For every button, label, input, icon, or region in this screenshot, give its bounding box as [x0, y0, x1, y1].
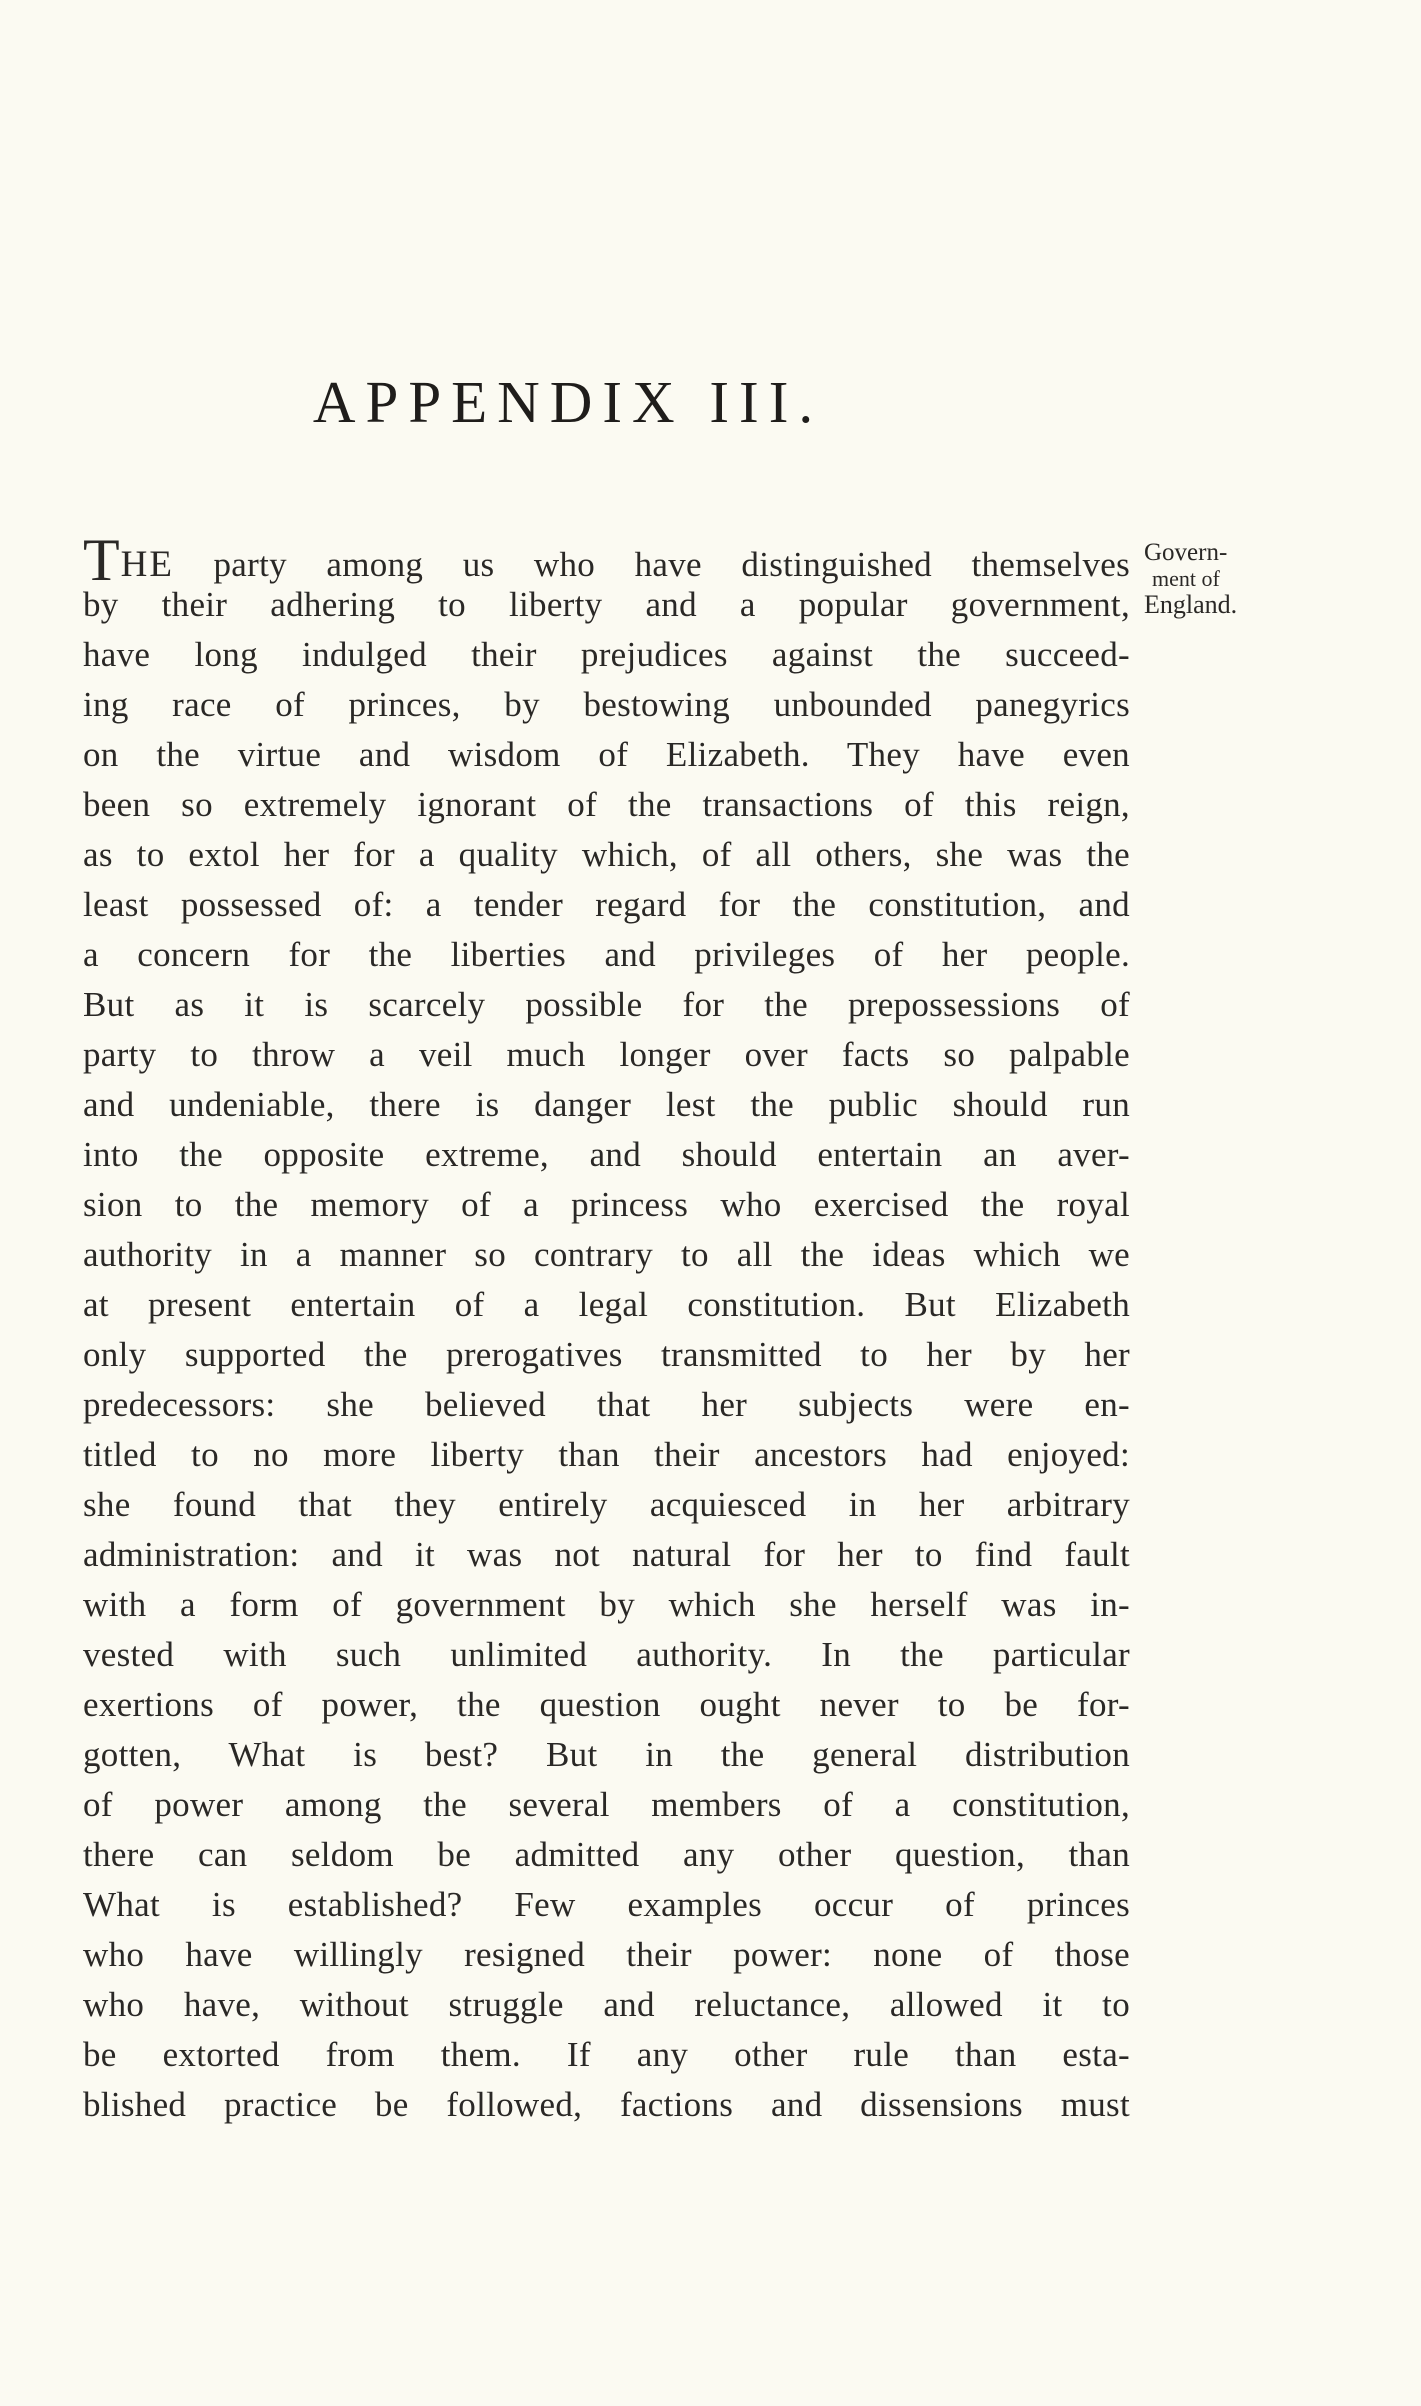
first-word-small-caps: HE — [120, 544, 174, 585]
text-line: only supported the prerogatives transmitted to her by her — [83, 1335, 1130, 1374]
text-line: of power among the several members of a constitution, — [83, 1785, 1130, 1824]
text-line: at present entertain of a legal constitution. But Elizabeth — [83, 1285, 1130, 1324]
text-line-content: party among us who have distinguished themselves — [173, 545, 1130, 584]
marginal-note-line-1: Govern- — [1144, 539, 1228, 566]
text-line: have long indulged their prejudices against the succeed- — [83, 635, 1130, 674]
text-line: been so extremely ignorant of the transactions of this reign, — [83, 785, 1130, 824]
text-line: least possessed of: a tender regard for the constitution, and — [83, 885, 1130, 924]
marginal-note-line-3: England. — [1144, 590, 1238, 619]
body-text — [83, 527, 1130, 2130]
drop-cap: T — [83, 527, 121, 593]
text-line: What is established? Few examples occur of princes — [83, 1885, 1130, 1924]
text-line: with a form of government by which she herself was in- — [83, 1585, 1130, 1624]
text-line: party to throw a veil much longer over facts so palpable — [83, 1035, 1130, 1074]
text-line: predecessors: she believed that her subjects were en- — [83, 1385, 1130, 1424]
text-line: and undeniable, there is danger lest the public should run — [83, 1085, 1130, 1124]
text-line: But as it is scarcely possible for the prepossessions of — [83, 985, 1130, 1024]
text-line: administration: and it was not natural for her to find fault — [83, 1535, 1130, 1574]
text-line: sion to the memory of a princess who exercised the royal — [83, 1185, 1130, 1224]
text-line: exertions of power, the question ought never to be for- — [83, 1685, 1130, 1724]
text-line: be extorted from them. If any other rule than esta- — [83, 2035, 1130, 2074]
page-title: APPENDIX III. — [312, 369, 824, 435]
text-line: as to extol her for a quality which, of all others, she was the — [83, 835, 1130, 874]
text-line: who have willingly resigned their power: none of those — [83, 1935, 1130, 1974]
text-line: she found that they entirely acquiesced in her arbitrary — [83, 1485, 1130, 1524]
text-line: by their adhering to liberty and a popular government, — [83, 585, 1130, 624]
text-line: ing race of princes, by bestowing unbounded panegyrics — [83, 685, 1130, 724]
text-line: a concern for the liberties and privileges of her people. — [83, 935, 1130, 974]
text-line: there can seldom be admitted any other question, than — [83, 1835, 1130, 1874]
text-line: gotten, What is best? But in the general distribution — [83, 1735, 1130, 1774]
marginal-note — [1144, 540, 1274, 618]
text-line: blished practice be followed, factions and dissensions must — [83, 2085, 1130, 2124]
text-line: titled to no more liberty than their ancestors had enjoyed: — [83, 1435, 1130, 1474]
text-line: on the virtue and wisdom of Elizabeth. They have even — [83, 735, 1130, 774]
text-line: vested with such unlimited authority. In the particular — [83, 1635, 1130, 1674]
marginal-note-line-2: ment of — [1152, 566, 1220, 591]
text-line: authority in a manner so contrary to all the ideas which we — [83, 1235, 1130, 1274]
text-line: who have, without struggle and reluctance, allowed it to — [83, 1985, 1130, 2024]
text-line: into the opposite extreme, and should entertain an aver- — [83, 1135, 1130, 1174]
text-line — [83, 527, 1130, 593]
